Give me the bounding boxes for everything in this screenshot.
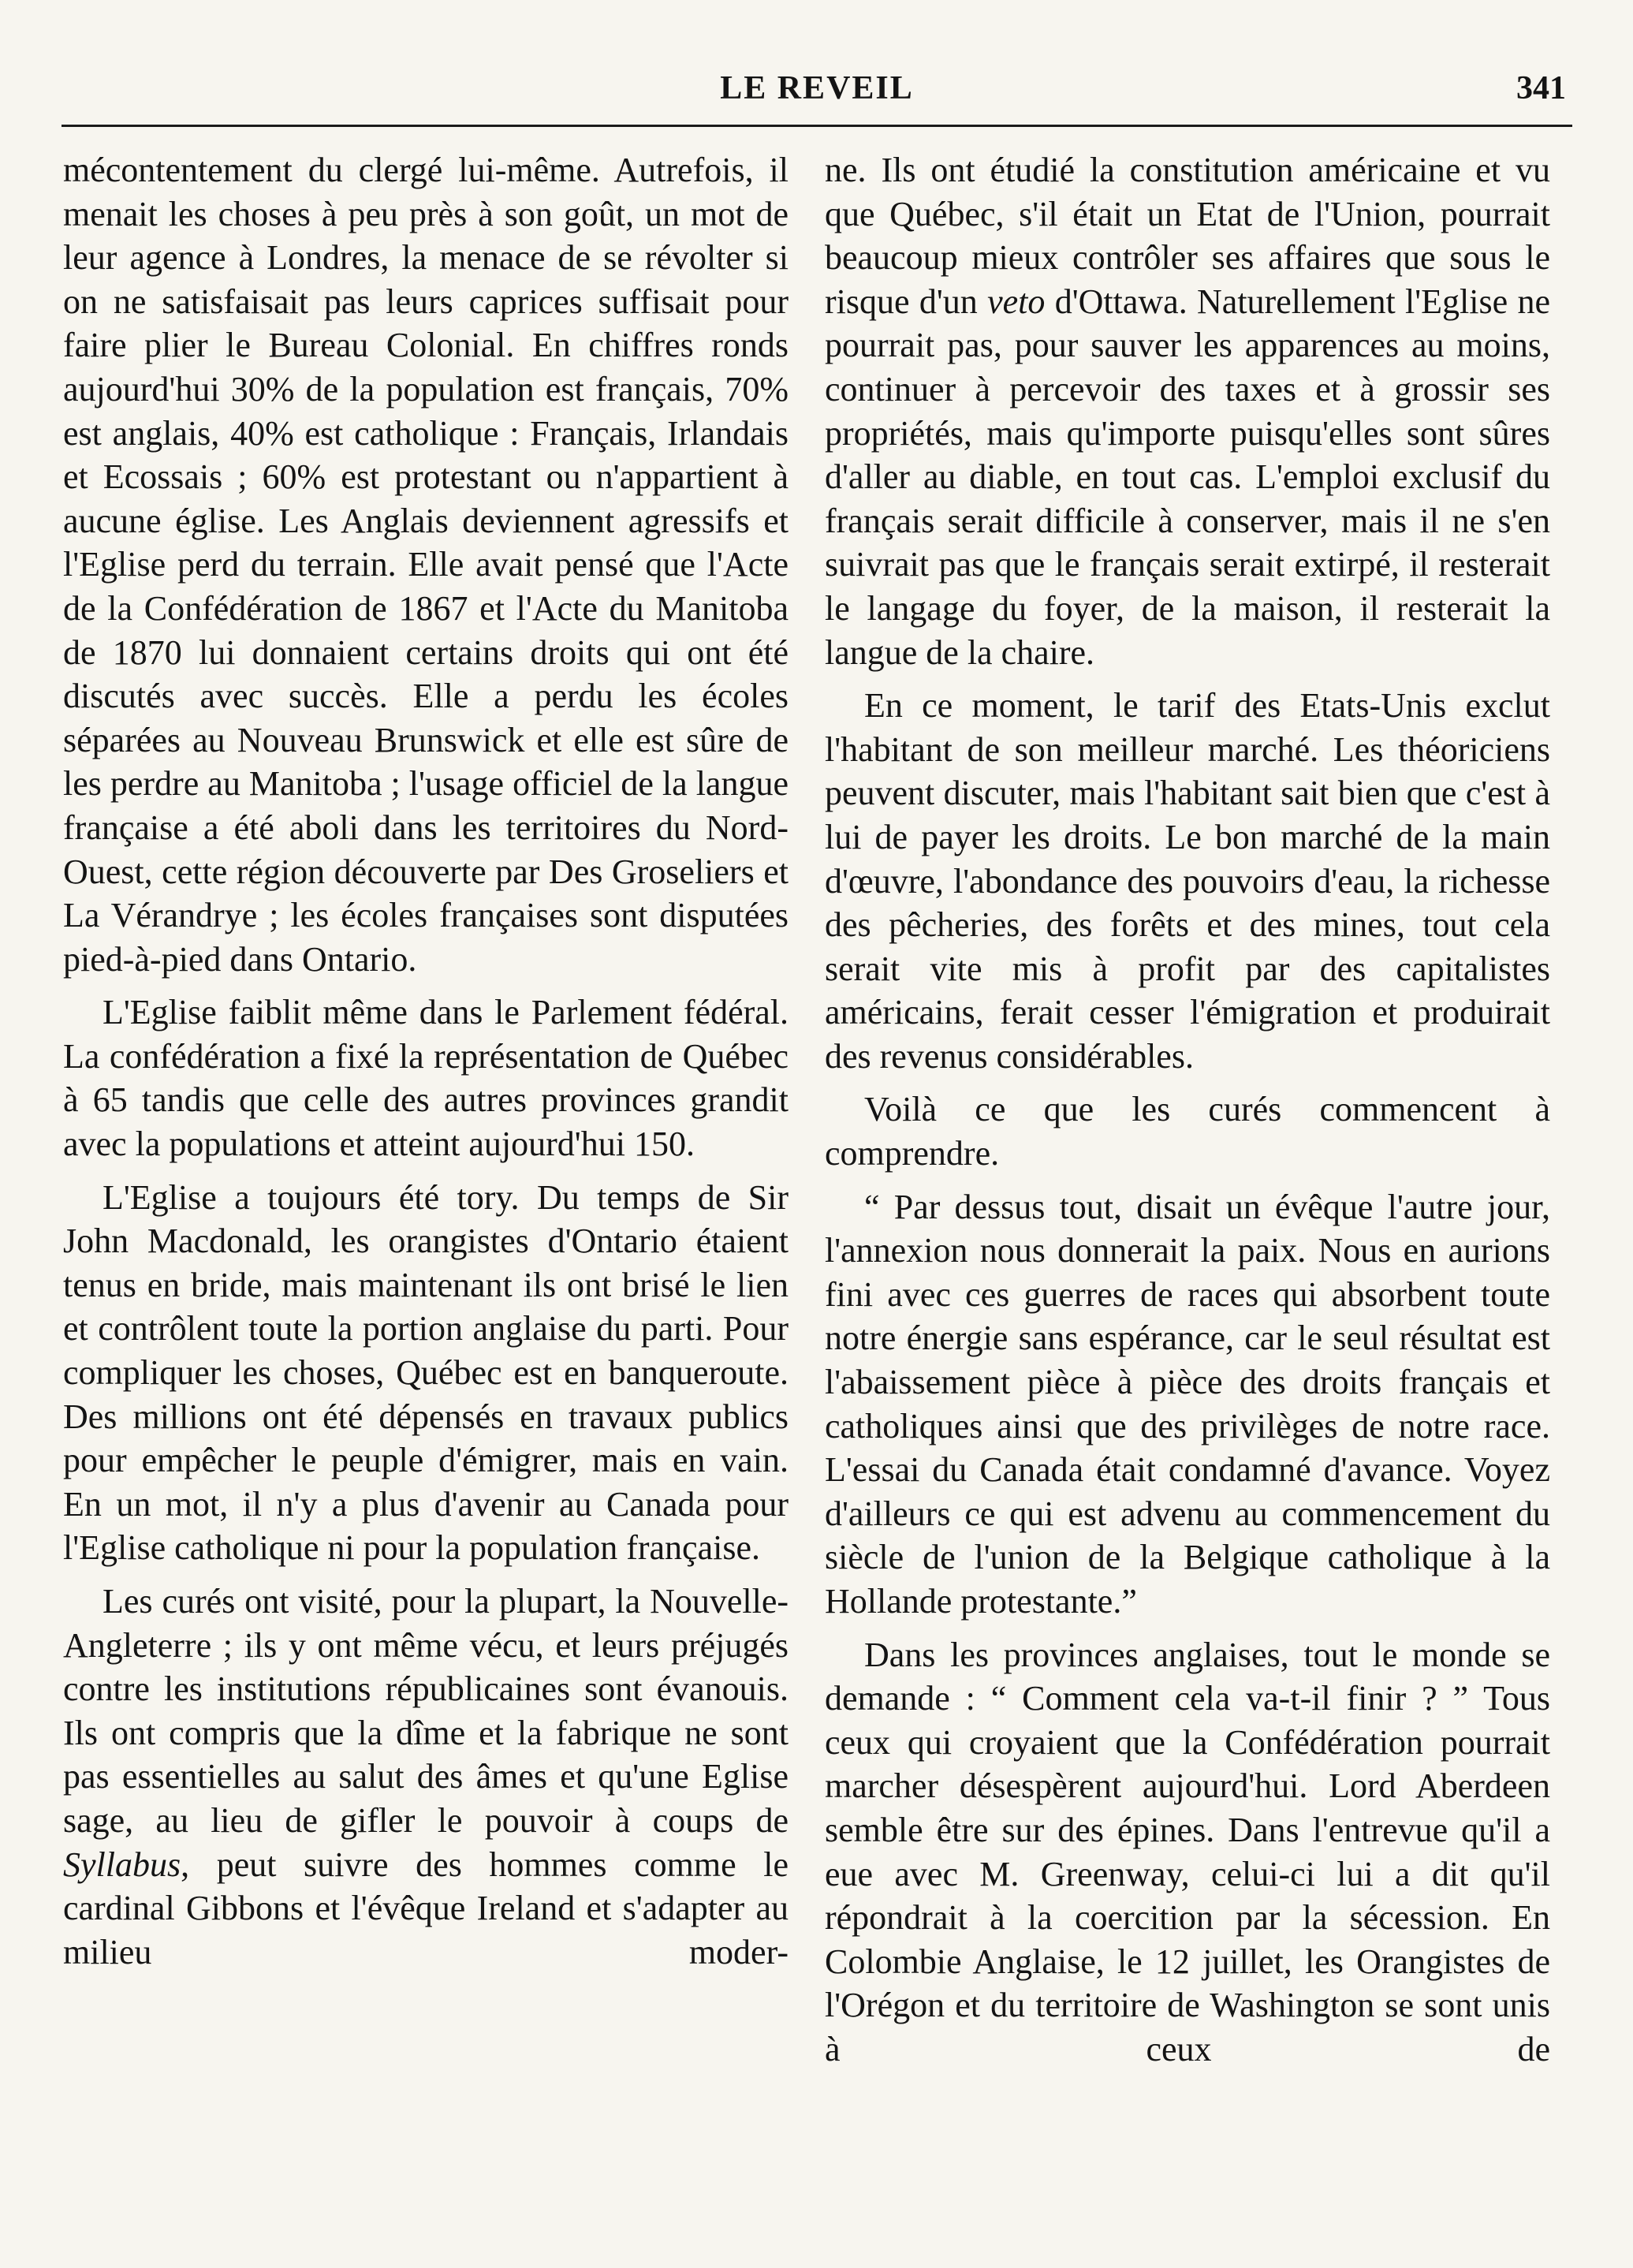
- paragraph: [825, 148, 1550, 674]
- italic-term: Syllabus: [63, 1845, 181, 1884]
- paragraph-text: Les curés ont visité, pour la plupart, la Nouvelle-Angleterre ; ils y ont même vécu, et leurs préjugés contre les institutions républicaines sont évanouis. Ils ont compris que la dîme et la fabrique ne sont pas essentielles au salut des âmes et qu'une Eglise sage, au lieu de gifler le pouvoir à coups de: [63, 1582, 789, 1840]
- paragraph-text: , peut suivre des hommes comme le cardinal Gibbons et l'évêque Ireland et s'adapter au milieu moder-: [63, 1845, 789, 1971]
- paragraph-text: ne. Ils ont étudié la constitution américaine et vu que Québec, s'il était un Etat de l'Union, pourrait beaucoup mieux contrôler ses affaires que sous le risque d'un: [825, 151, 1550, 321]
- page-header: [62, 69, 1572, 127]
- paragraph: L'Eglise a toujours été tory. Du temps de Sir John Macdonald, les orangistes d'Ontario étaient tenus en bride, mais maintenant ils ont brisé le lien et contrôlent toute la portion anglaise du parti. Pour compliquer les choses, Québec est en banqueroute. Des millions ont été dépensés en travaux publics pour empêcher le peuple d'émigrer, mais en vain. En un mot, il n'y a plus d'avenir au Canada pour l'Eglise catholique ni pour la population française.: [63, 1177, 789, 1568]
- italic-term: veto: [987, 282, 1046, 321]
- right-column: [825, 148, 1550, 2081]
- paragraph: Dans les provinces anglaises, tout le monde se demande : “ Comment cela va-t-il finir ? ” Tous ceux qui croyaient que la Confédération pourrait marcher désespèrent aujourd'hui. Lord Aberdeen semble être sur des épines. Dans l'entrevue qu'il a eue avec M. Greenway, celui-ci lui a dit qu'il répondrait à la coercition par la sécession. En Colombie Anglaise, le 12 juillet, les Orangistes de l'Orégon et du territoire de Washington se sont unis à ceux de: [825, 1635, 1550, 2068]
- paragraph: En ce moment, le tarif des Etats-Unis exclut l'habitant de son meilleur marché. Les théoriciens peuvent discuter, mais l'habitant sait bien que c'est à lui de payer les droits. Le bon marché de la main d'œuvre, l'abondance des pouvoirs d'eau, la richesse des pêcheries, des forêts et des mines, tout cela serait vite mis à profit par des capitalistes américains, ferait cesser l'émigration et produirait des revenus considérables.: [825, 686, 1550, 1076]
- paragraph-text: d'Ottawa. Naturellement l'Eglise ne pourrait pas, pour sauver les apparences au moins, continuer à percevoir des taxes et à grossir ses propriétés, mais qu'importe puisqu'elles sont sûres d'aller au diable, en tout cas. L'emploi exclusif du français serait difficile à conserver, mais il ne s'en suivrait pas que le français serait extirpé, il resterait le langage du foyer, de la maison, il resterait la langue de la chaire.: [825, 282, 1550, 672]
- paragraph: [63, 1580, 789, 1974]
- page-number: 341: [1516, 70, 1566, 106]
- left-column: [63, 148, 789, 1983]
- paragraph: “ Par dessus tout, disait un évêque l'autre jour, l'annexion nous donnerait la paix. Nous en aurions fini avec ces guerres de races qui absorbent toute notre énergie sans espérance, car le seul résultat est l'abaissement pièce à pièce des droits français et catholiques ainsi que des privilèges de notre race. L'essai du Canada était condamné d'avance. Voyez d'ailleurs ce qui est advenu au commencement du siècle de l'union de la Belgique catholique à la Hollande protestante.”: [825, 1187, 1550, 1621]
- running-title: LE REVEIL: [720, 70, 914, 106]
- paragraph: Voilà ce que les curés commencent à comprendre.: [825, 1090, 1550, 1173]
- paragraph: mécontentement du clergé lui-même. Autrefois, il menait les choses à peu près à son goût, un mot de leur agence à Londres, la menace de se révolter si on ne satisfaisait pas leurs caprices suffisait pour faire plier le Bureau Colonial. En chiffres ronds aujourd'hui 30% de la population est français, 70% est anglais, 40% est catholique : Français, Irlandais et Ecossais ; 60% est protestant ou n'appartient à aucune église. Les Anglais deviennent agressifs et l'Eglise perd du terrain. Elle avait pensé que l'Acte de la Confédération de 1867 et l'Acte du Manitoba de 1870 lui donnaient certains droits qui ont été discutés avec succès. Elle a perdu les écoles séparées au Nouveau Brunswick et elle est sûre de les perdre au Manitoba ; l'usage officiel de la langue française a été aboli dans les territoires du Nord-Ouest, cette région découverte par Des Groseliers et La Vérandrye ; les écoles françaises sont disputées pied-à-pied dans Ontario.: [63, 151, 789, 979]
- paragraph: L'Eglise faiblit même dans le Parlement fédéral. La confédération a fixé la représentation de Québec à 65 tandis que celle des autres provinces grandit avec la populations et atteint aujourd'hui 150.: [63, 993, 789, 1164]
